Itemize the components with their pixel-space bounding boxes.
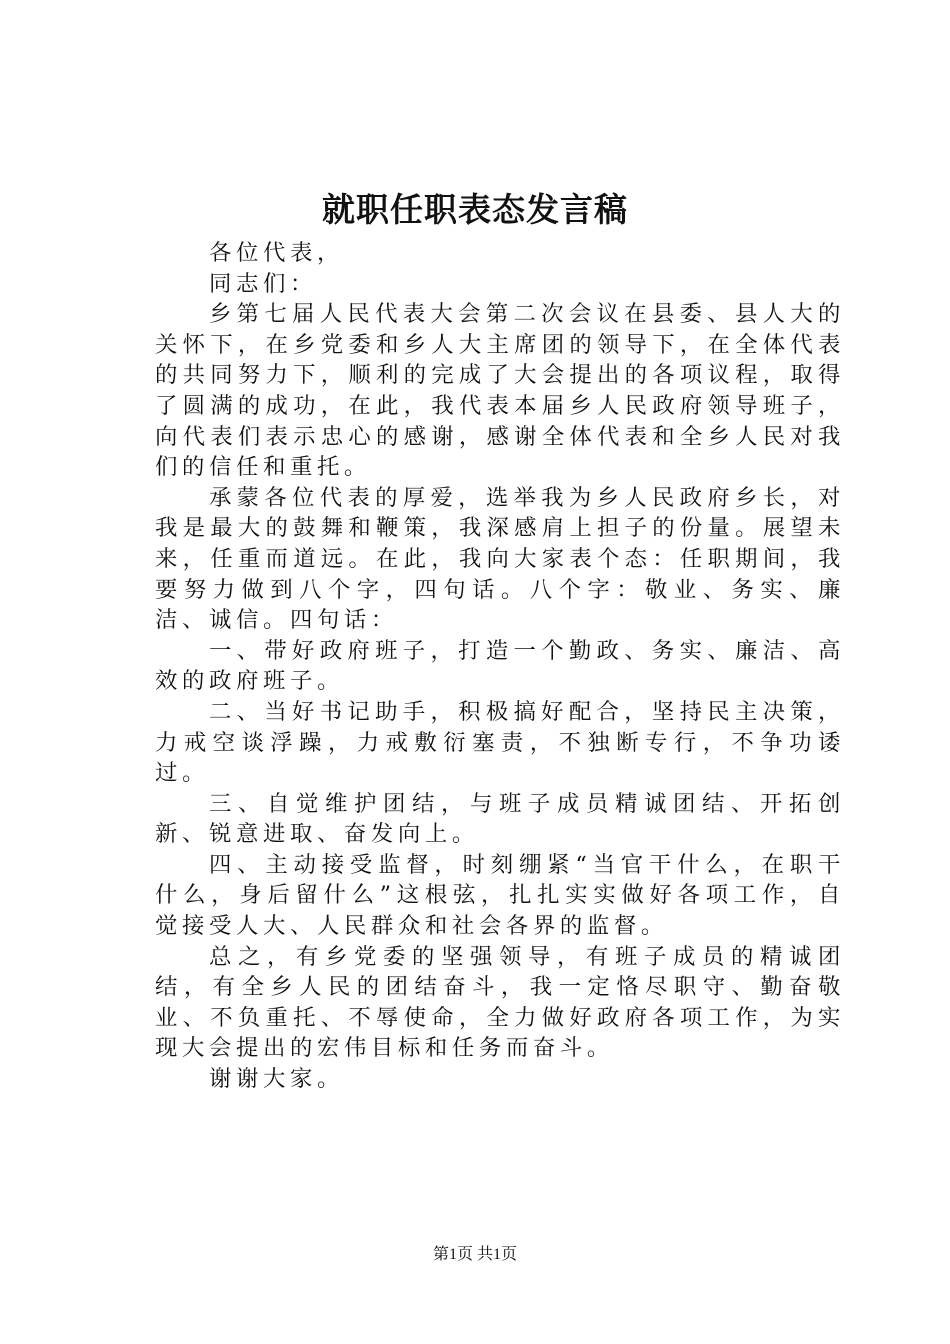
closing-thanks: 谢谢大家。 <box>209 1066 344 1093</box>
paragraph-commitment: 承蒙各位代表的厚爱，选举我为乡人民政府乡长，对我是最大的鼓舞和鞭策，我深感肩上担子的份量。展望未来，任重而道远。在此，我向大家表个态：任职期间，我要努力做到八个字，四句话。八个字：敬业、务实、廉洁、诚信。四句话： <box>155 484 845 634</box>
page-number-footer: 第1页 共1页 <box>432 1246 517 1263</box>
document-title: 就职任职表态发言稿 <box>322 190 628 229</box>
paragraph-point-one: 一、带好政府班子，打造一个勤政、务实、廉洁、高效的政府班子。 <box>155 637 845 695</box>
paragraph-conclusion: 总之，有乡党委的坚强领导，有班子成员的精诚团结，有全乡人民的团结奋斗，我一定恪尽职守、勤奋敬业、不负重托、不辱使命，全力做好政府各项工作，为实现大会提出的宏伟目标和任务而奋斗。 <box>155 943 845 1062</box>
paragraph-point-two: 二、当好书记助手，积极搞好配合，坚持民主决策，力戒空谈浮躁，力戒敷衍塞责，不独断专行，不争功诿过。 <box>155 698 845 787</box>
paragraph-point-four: 四、主动接受监督，时刻绷紧“当官干什么，在职干什么，身后留什么”这根弦，扎扎实实做好各项工作，自觉接受人大、人民群众和社会各界的监督。 <box>155 851 845 940</box>
paragraph-thanks: 乡第七届人民代表大会第二次会议在县委、县人大的关怀下，在乡党委和乡人大主席团的领导下，在全体代表的共同努力下，顺利的完成了大会提出的各项议程，取得了圆满的成功，在此，我代表本届乡人民政府领导班子，向代表们表示忠心的感谢，感谢全体代表和全乡人民对我们的信任和重托。 <box>155 301 845 481</box>
salutation-representatives: 各位代表， <box>209 240 344 266</box>
paragraph-point-three: 三、自觉维护团结，与班子成员精诚团结、开拓创新、锐意进取、奋发向上。 <box>155 790 845 848</box>
salutation-comrades: 同志们： <box>209 270 317 297</box>
document-body <box>155 238 845 1095</box>
